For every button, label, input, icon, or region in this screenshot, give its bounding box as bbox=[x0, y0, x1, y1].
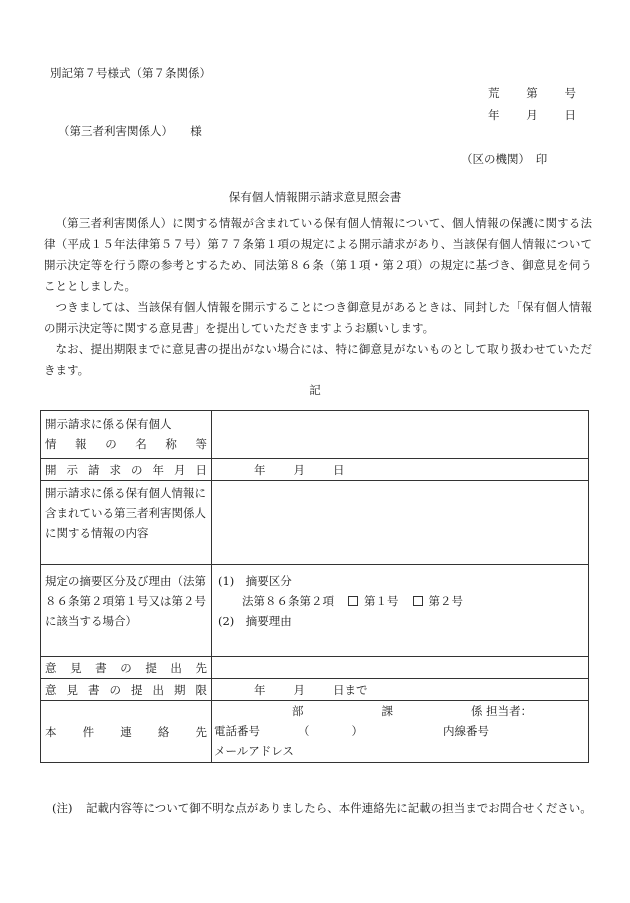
exemption-label: 規定の摘要区分及び理由（法第８６条第２項第１号又は第２号に該当する場合） bbox=[41, 565, 212, 657]
third-party-info-value[interactable] bbox=[212, 481, 589, 565]
body-paragraph: （第三者利害関係人）に関する情報が含まれている保有個人情報について、個人情報の保護に関する法律（平成１５年法律第５７号）第７７条第１項の規定による開示請求があり、当該保有個人情報について開示決定等を行う際の参考とするため、同法第８６条（第１項・第２項）の規定に基づき、御意見を伺うこととしました。 bbox=[44, 216, 592, 293]
table-row bbox=[41, 459, 589, 481]
table-row bbox=[41, 657, 589, 679]
inquiry-table bbox=[40, 410, 589, 763]
checkbox-item2[interactable] bbox=[413, 596, 423, 606]
body-paragraph: つきましては、当該保有個人情報を開示することにつき御意見があるときは、同封した「保有個人情報の開示決定等に関する意見書」を提出していただきますようお願いします。 bbox=[44, 300, 592, 335]
reference-number: 荒 第 号 bbox=[488, 86, 576, 100]
contact-label: 本 件 連 絡 先 bbox=[41, 701, 212, 763]
addressee: （第三者利害関係人） 様 bbox=[58, 124, 202, 138]
table-row bbox=[41, 679, 589, 701]
deadline-label: 意 見 書 の 提 出 期 限 bbox=[41, 679, 212, 701]
info-name-label: 開示請求に係る保有個人 情 報 の 名 称 等 bbox=[41, 411, 212, 459]
request-date-value[interactable]: 年 月 日 bbox=[212, 459, 589, 481]
submission-to-value[interactable] bbox=[212, 657, 589, 679]
footnote: (注) 記載内容等について御不明な点がありましたら、本件連絡先に記載の担当までお問合せください。 bbox=[52, 801, 592, 815]
deadline-value[interactable]: 年 月 日まで bbox=[212, 679, 589, 701]
submission-to-label: 意 見 書 の 提 出 先 bbox=[41, 657, 212, 679]
exemption-value: (1) 摘要区分 法第８６条第２項 第１号 第２号 (2) 摘要理由 bbox=[212, 565, 589, 657]
info-name-value[interactable] bbox=[212, 411, 589, 459]
contact-value: 部 課 係 担当者： 電話番号 （ ） 内線番号 メールアドレス bbox=[212, 701, 589, 763]
table-row bbox=[41, 481, 589, 565]
checkbox-item1[interactable] bbox=[348, 596, 358, 606]
third-party-info-label: 開示請求に係る保有個人情報に含まれている第三者利害関係人に関する情報の内容 bbox=[41, 481, 212, 565]
document-title: 保有個人情報開示請求意見照会書 bbox=[228, 190, 402, 204]
ki-heading: 記 bbox=[309, 383, 321, 397]
form-number: 別記第７号様式（第７条関係） bbox=[50, 66, 211, 80]
table-row bbox=[41, 411, 589, 459]
issue-date: 年 月 日 bbox=[488, 108, 576, 122]
body-paragraph: なお、提出期限までに意見書の提出がない場合には、特に御意見がないものとして取り扱わせていただきます。 bbox=[44, 342, 592, 377]
table-row bbox=[41, 565, 589, 657]
body-text bbox=[44, 213, 592, 381]
request-date-label: 開 示 請 求 の 年 月 日 bbox=[41, 459, 212, 481]
table-row bbox=[41, 701, 589, 763]
sender-seal: （区の機関） 印 bbox=[461, 152, 548, 166]
